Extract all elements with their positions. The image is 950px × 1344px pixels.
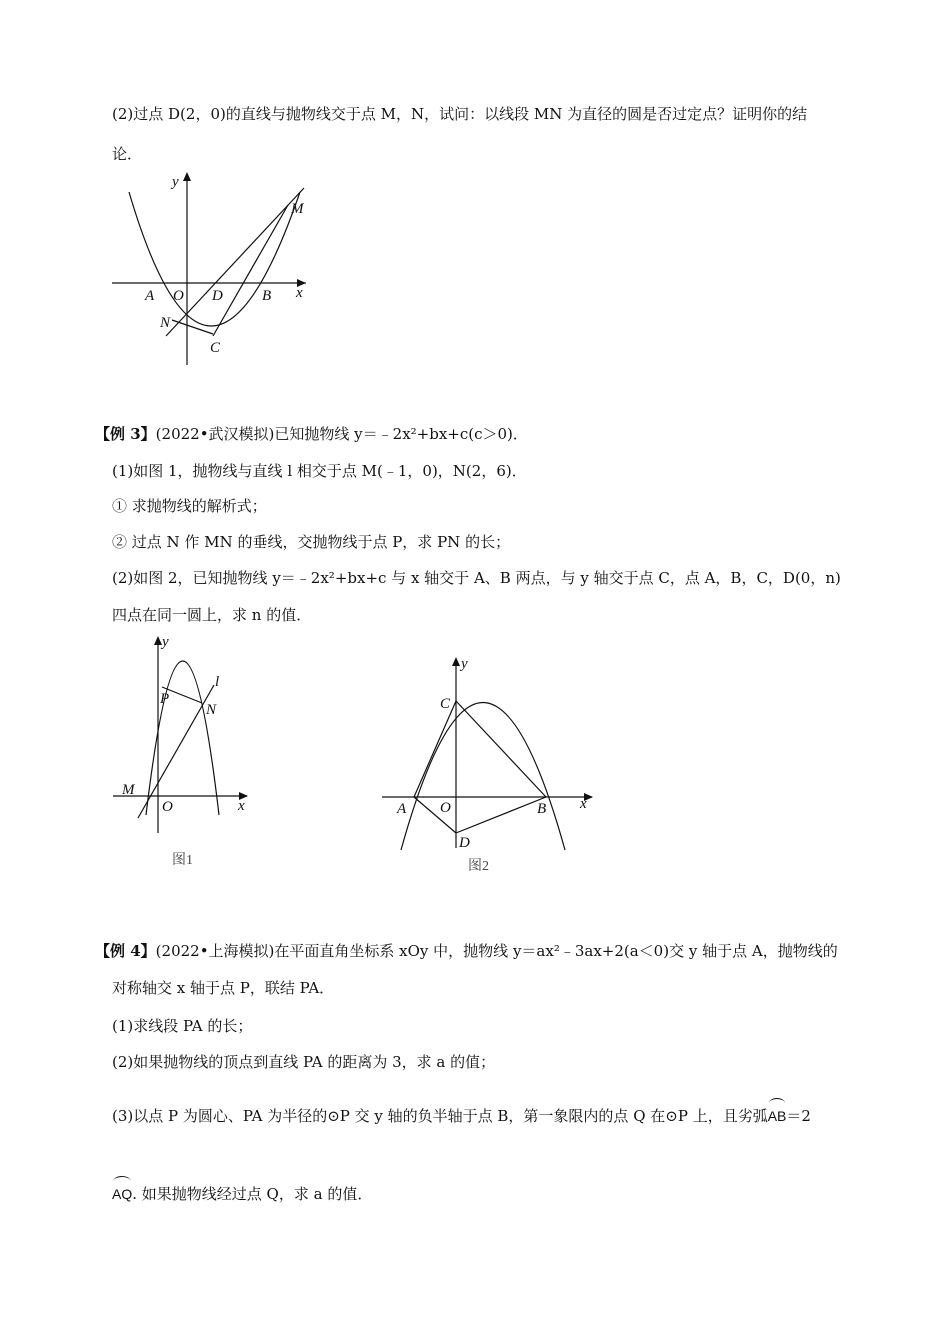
example3-q1-a: ① 求抛物线的解析式； xyxy=(112,497,267,515)
example4-heading xyxy=(95,941,838,961)
point-a-label: A xyxy=(145,288,155,304)
point-n-label: N xyxy=(160,315,171,331)
example3-q2-line-2: 四点在同一圆上，求 n 的值． xyxy=(112,606,312,624)
example4-q3-text: (3)以点 P 为圆心、PA 为半径的⊙P 交 y 轴的负半轴于点 B，第一象限内的点 Q 在⊙P 上，且劣弧 xyxy=(112,1107,768,1125)
example3-q1-b: ② 过点 N 作 MN 的垂线，交抛物线于点 P，求 PN 的长； xyxy=(112,533,511,551)
example4-q2: (2)如果抛物线的顶点到直线 PA 的距离为 3，求 a 的值； xyxy=(112,1053,496,1071)
example4-intro-line-1: 在平面直角坐标系 xOy 中，抛物线 y＝ax²﹣3ax+2(a＜0)交 y 轴于点 A，抛物线的 xyxy=(274,942,838,960)
fig1-o-label: O xyxy=(162,799,173,815)
figure-parabola-mn xyxy=(100,160,320,375)
fig2-caption: 图2 xyxy=(468,859,489,874)
example3-intro: 已知抛物线 y＝﹣2x²+bx+c(c＞0)． xyxy=(274,425,528,443)
example4-source: (2022•上海模拟) xyxy=(155,942,275,960)
fig2-d-label: D xyxy=(459,835,470,851)
fig1-caption: 图1 xyxy=(172,853,193,868)
point-d-label: D xyxy=(212,288,223,304)
example3-heading xyxy=(95,424,528,444)
fig2-x-label: x xyxy=(580,796,587,812)
fig1-l-label: l xyxy=(215,674,220,690)
point-c-label: C xyxy=(210,340,221,356)
fig1-x-label: x xyxy=(238,798,245,814)
example4-q3-line-1 xyxy=(112,1100,811,1126)
q2-line-2: 论． xyxy=(112,145,143,163)
point-m-label: M xyxy=(291,201,304,217)
fig2-y-label: y xyxy=(461,656,468,672)
arc-ab: AB xyxy=(768,1100,787,1126)
point-o-label: O xyxy=(173,288,184,304)
example4-q1: (1)求线段 PA 的长； xyxy=(112,1017,253,1035)
fig1-p-label: P xyxy=(160,691,170,707)
example3-q2-line-1: (2)如图 2，已知抛物线 y＝﹣2x²+bx+c 与 x 轴交于 A、B 两点，与 y 轴交于点 C，点 A，B，C，D(0，n) xyxy=(112,569,841,587)
axis-y-label: y xyxy=(172,174,179,190)
arc-aq: AQ xyxy=(112,1178,132,1204)
figure-2 xyxy=(375,648,600,878)
fig1-n-label: N xyxy=(206,702,217,718)
figure-1 xyxy=(105,630,265,875)
example4-q3-eq: ＝2 xyxy=(786,1107,811,1125)
example4-tag: 【例 4】 xyxy=(95,942,156,960)
fig2-c-label: C xyxy=(440,696,451,712)
example3-q1: (1)如图 1，抛物线与直线 l 相交于点 M(﹣1，0)，N(2，6)． xyxy=(112,462,527,480)
fig2-a-label: A xyxy=(397,801,407,817)
q2-line-1: (2)过点 D(2，0)的直线与抛物线交于点 M，N，试问：以线段 MN 为直径的圆是否过定点？证明你的结 xyxy=(112,105,808,123)
fig2-b-label: B xyxy=(537,801,547,817)
fig1-m-label: M xyxy=(122,782,135,798)
example4-q3-line-2 xyxy=(112,1178,372,1204)
example4-intro-line-2: 对称轴交 x 轴于点 P，联结 PA． xyxy=(112,979,335,997)
example3-source: (2022•武汉模拟) xyxy=(155,425,275,443)
fig2-o-label: O xyxy=(440,800,451,816)
axis-x-label: x xyxy=(296,285,303,301)
example3-tag: 【例 3】 xyxy=(95,425,156,443)
fig1-y-label: y xyxy=(162,634,169,650)
example4-q3-end: . 如果抛物线经过点 Q，求 a 的值． xyxy=(132,1185,373,1203)
point-b-label: B xyxy=(262,288,272,304)
